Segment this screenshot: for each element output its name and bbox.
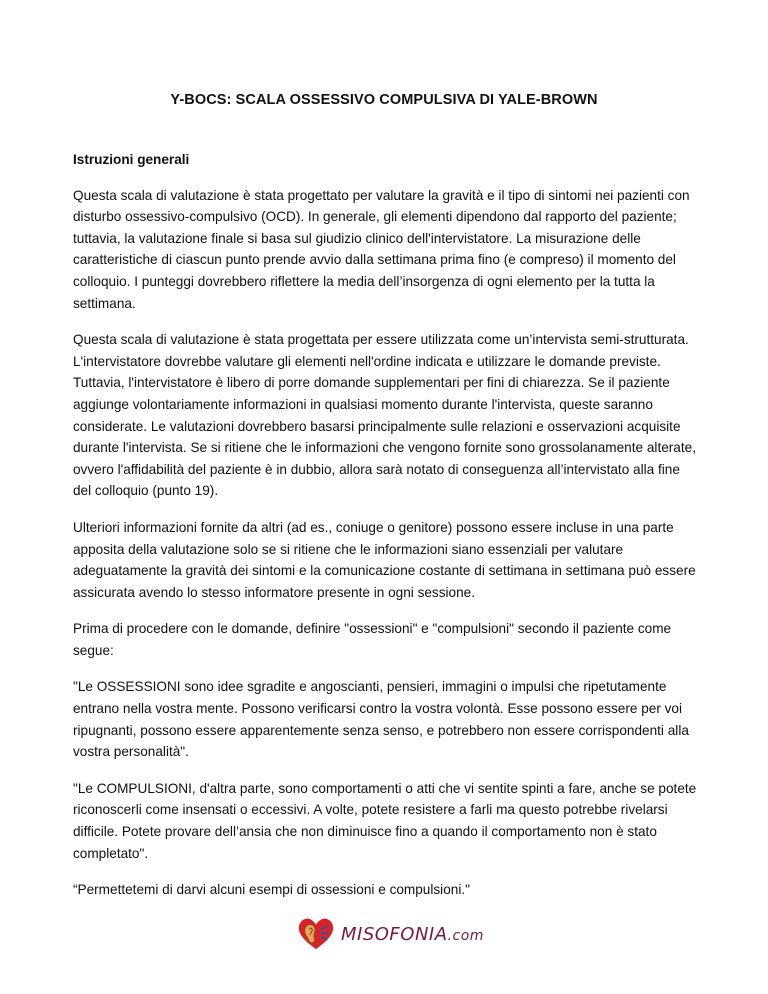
document-body bbox=[73, 149, 699, 916]
logo-suffix: .com bbox=[447, 927, 484, 944]
paragraph-obsessions-definition: "Le OSSESSIONI sono idee sgradite e angoscianti, pensieri, immagini o impulsi che ripetutamente entrano nella vostra mente. Possono verificarsi contro la vostra volontà. Esse possono essere per voi ripugnanti, possono essere apparentemente senza senso, e potrebbero non essere corrispondenti alla vostra personalità". bbox=[73, 679, 689, 760]
paragraph-intro: Questa scala di valutazione è stata progettato per valutare la gravità e il tipo di sintomi nei pazienti con disturbo ossessivo-compulsivo (OCD). In generale, gli elementi dipendono dal rapporto del paziente; tuttavia, la valutazione finale si basa sul giudizio clinico dell'intervistatore. La misurazione delle caratteristiche di ciascun punto prende avvio dalla settimana prima fino (e compreso) il momento del colloquio. I punteggi dovrebbero riflettere la media dell’insorgenza di ogni elemento per la tutta la settimana. bbox=[73, 187, 690, 311]
paragraph-compulsions-definition: "Le COMPULSIONI, d'altra parte, sono comportamenti o atti che vi sentite spinti a fare, anche se potete riconoscerli come insensati o eccessivi. A volte, potete resistere a farli ma questo potrebbe rivelarsi difficile. Potete provare dell’ansia che non diminuisce fino a quando il comportamento non è stato completato". bbox=[73, 780, 697, 861]
paragraph-examples: “Permettetemi di darvi alcuni esempi di ossessioni e compulsioni." bbox=[73, 882, 470, 898]
misofonia-logo bbox=[297, 914, 484, 954]
paragraph-interview-format: Questa scala di valutazione è stata progettata per essere utilizzata come un’intervista semi-strutturata. L'intervistatore dovrebbe valutare gli elementi nell'ordine indicata e utilizzare le domande previste. Tuttavia, l'intervistatore è libero di porre domande supplementari per fini di chiarezza. Se il paziente aggiunge volontariamente informazioni in qualsiasi momento durante l'intervista, queste saranno considerate. Le valutazioni dovrebbero basarsi principalmente sulle relazioni e osservazioni acquisite durante l'intervista. Se si ritiene che le informazioni che vengono fornite sono grossolanamente alterate, ovvero l'affidabilità del paziente è in dubbio, allora sarà notato di conseguenza all’intervistato alla fine del colloquio (punto 19). bbox=[73, 332, 696, 499]
logo-wordmark bbox=[341, 924, 484, 945]
paragraph-definitions-intro: Prima di procedere con le domande, definire "ossessioni" e "compulsioni" secondo il paziente come segue: bbox=[73, 621, 672, 658]
heart-ear-logo-icon bbox=[297, 916, 335, 952]
paragraph-additional-info: Ulteriori informazioni fornite da altri (ad es., coniuge o genitore) possono essere incluse in una parte apposita della valutazione solo se si ritiene che le informazioni siano essenziali per valutare adeguatamente la gravità dei sintomi e la comunicazione costante di settimana in settimana può essere assicurata avendo lo stesso informatore presente in ogni sessione. bbox=[73, 519, 696, 600]
document-title: Y-BOCS: SCALA OSSESSIVO COMPULSIVA DI YALE-BROWN bbox=[170, 92, 598, 108]
logo-name: MISOFONIA bbox=[341, 923, 448, 945]
section-heading: Istruzioni generali bbox=[73, 152, 190, 167]
